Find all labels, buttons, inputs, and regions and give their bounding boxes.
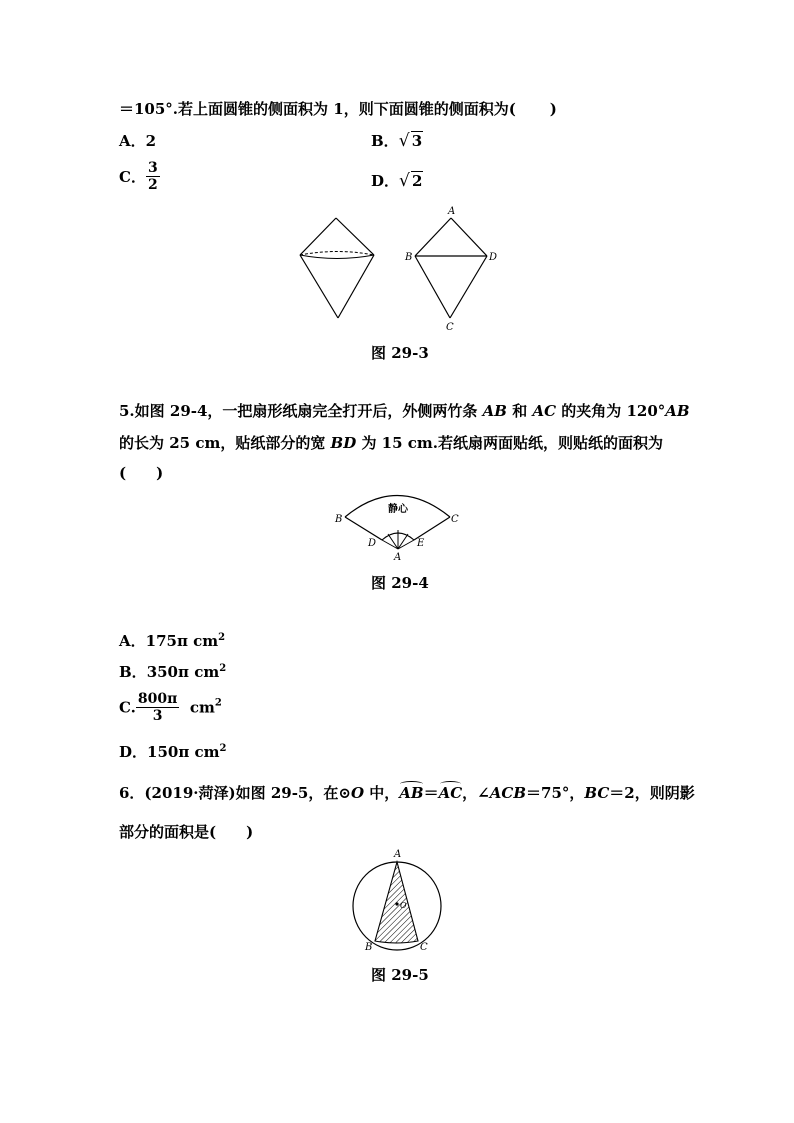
q5-option-a xyxy=(119,630,225,651)
label-a: A xyxy=(394,552,402,563)
label-o: O xyxy=(400,901,407,910)
q4-option-c-letter: C． xyxy=(119,168,146,186)
q5-option-d-letter: D． xyxy=(119,743,148,761)
caption-29-5: 图 29-5 xyxy=(371,966,429,984)
q4-stem-text: ＝105°.若上面圆锥的侧面积为 1，则下面圆锥的侧面积为( xyxy=(119,100,516,118)
label-d: D xyxy=(489,252,498,263)
q5-option-a-value: 175π cm xyxy=(145,632,219,650)
figure-29-5 xyxy=(345,846,450,958)
q4-option-d-sqrt xyxy=(399,172,423,190)
q6-equals: ＝ xyxy=(423,784,439,802)
fan-text: 静心 xyxy=(388,504,408,515)
q4-option-a xyxy=(119,130,156,151)
q6-var-bc: BC xyxy=(584,784,610,802)
q4-option-d-radicand: 2 xyxy=(412,172,423,190)
fraction-denominator: 3 xyxy=(152,708,163,724)
superscript: 2 xyxy=(218,632,226,643)
sqrt-symbol: √ xyxy=(398,131,410,151)
q5-var-ac: AC xyxy=(532,402,557,420)
q5-option-c-fraction xyxy=(136,691,179,724)
label-c: C xyxy=(420,942,428,953)
q5-line-3: ( ) xyxy=(119,464,164,482)
q5-option-b-value: 350π cm xyxy=(146,663,220,681)
fraction-numerator: 3 xyxy=(147,160,158,176)
superscript: 2 xyxy=(214,697,222,709)
q6-line-1 xyxy=(119,782,695,803)
q4-option-b-sqrt xyxy=(399,132,423,150)
q5-text-1: 5.如图 29-4，一把扇形纸扇完全打开后，外侧两竹条 xyxy=(119,402,483,420)
label-b: B xyxy=(405,252,413,263)
superscript: 2 xyxy=(219,743,227,754)
label-b: B xyxy=(335,514,343,525)
label-d: D xyxy=(368,538,377,549)
q4-option-d xyxy=(371,170,423,191)
label-a: A xyxy=(394,849,402,860)
q5-text-3: 的夹角为 120° xyxy=(556,402,666,420)
double-cone-3d xyxy=(300,218,374,318)
label-e: E xyxy=(417,538,425,549)
circle-with-triangle xyxy=(353,862,441,950)
figure-29-3 xyxy=(290,200,510,340)
q4-option-b-radicand: 3 xyxy=(411,132,423,150)
cone-cross-section xyxy=(415,218,487,318)
q5-option-c-unit: cm xyxy=(189,698,215,717)
q4-option-a-value: 2 xyxy=(145,132,157,150)
caption-29-3: 图 29-3 xyxy=(371,344,429,362)
q5-option-c-letter: C. xyxy=(119,698,136,717)
q6-text-2: 中， xyxy=(364,784,400,802)
q4-option-a-letter: A． xyxy=(119,132,146,150)
q6-arc-ac: AC xyxy=(438,784,463,802)
q4-stem xyxy=(119,98,557,119)
q4-option-d-letter: D． xyxy=(371,172,400,190)
q5-option-c xyxy=(119,691,222,724)
q5-line-1 xyxy=(119,400,690,421)
q5-option-d-value: 150π cm xyxy=(147,743,220,761)
q6-var-o: O xyxy=(350,784,365,802)
q5-line-2 xyxy=(119,432,663,453)
fraction-denominator: 2 xyxy=(147,177,158,193)
q5-text-5: 为 15 cm.若纸扇两面贴纸，则贴纸的面积为 xyxy=(356,434,664,452)
q5-option-a-letter: A． xyxy=(119,632,146,650)
q4-option-c xyxy=(119,160,160,193)
q6-text-1: 6．(2019·菏泽)如图 29-5，在⊙ xyxy=(119,784,351,802)
q5-var-ab: AB xyxy=(482,402,507,420)
q4-option-b xyxy=(371,130,423,151)
q5-option-d xyxy=(119,741,227,762)
label-a: A xyxy=(448,206,456,217)
q6-text-4: ＝75°， xyxy=(526,784,585,802)
label-b: B xyxy=(365,942,373,953)
q5-option-b xyxy=(119,661,226,682)
q5-option-b-letter: B． xyxy=(119,663,147,681)
superscript: 2 xyxy=(219,663,227,674)
label-c: C xyxy=(451,514,459,525)
q6-var-acb: ACB xyxy=(489,784,527,802)
figure-29-4 xyxy=(330,484,470,564)
q4-option-b-letter: B． xyxy=(371,132,399,150)
q6-text-3: ，∠ xyxy=(462,784,490,802)
label-c: C xyxy=(446,322,454,333)
fraction-numerator: 800π xyxy=(137,691,178,707)
q5-var-ab-2: AB xyxy=(665,402,690,420)
sqrt-symbol: √ xyxy=(399,171,410,191)
q6-line-2: 部分的面积是( ) xyxy=(119,823,254,841)
q5-var-bd: BD xyxy=(330,434,357,452)
q4-stem-close: ) xyxy=(549,100,557,118)
q5-text-2: 和 xyxy=(506,402,533,420)
q5-text-4: 的长为 25 cm，贴纸部分的宽 xyxy=(119,434,331,452)
caption-29-4: 图 29-4 xyxy=(371,574,429,592)
q6-arc-ab: AB xyxy=(399,784,424,802)
q6-text-5: ＝2，则阴影 xyxy=(609,784,695,802)
q4-option-c-fraction xyxy=(146,160,160,193)
